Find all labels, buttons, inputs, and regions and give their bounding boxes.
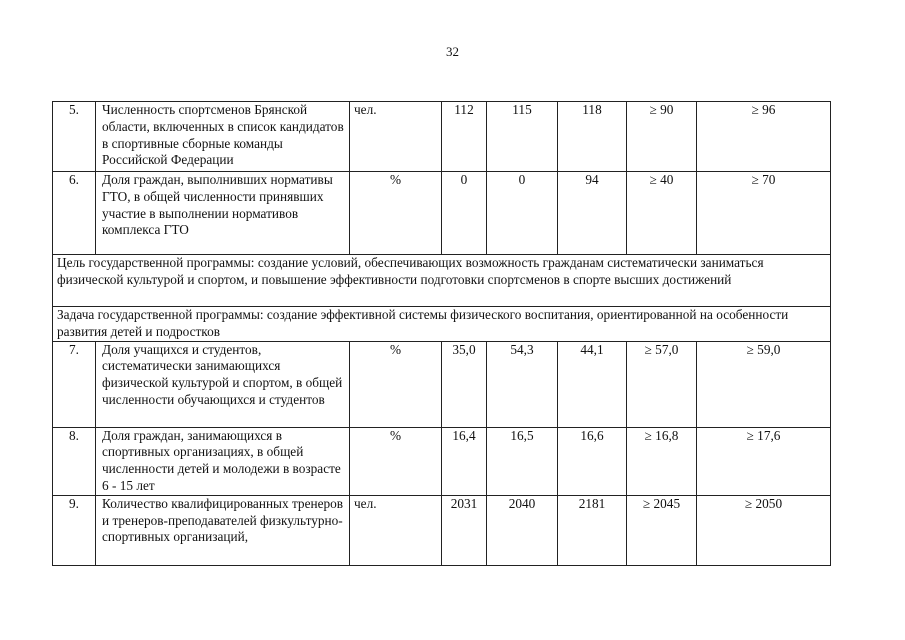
value-5: ≥ 70 bbox=[697, 172, 831, 255]
row-number: 7. bbox=[53, 341, 96, 427]
value-3: 118 bbox=[558, 102, 627, 172]
value-2: 0 bbox=[487, 172, 558, 255]
value-3: 2181 bbox=[558, 495, 627, 565]
value-5: ≥ 2050 bbox=[697, 495, 831, 565]
unit-cell: % bbox=[350, 427, 442, 495]
value-4: ≥ 40 bbox=[627, 172, 697, 255]
value-5: ≥ 17,6 bbox=[697, 427, 831, 495]
table-row bbox=[53, 341, 831, 427]
value-1: 0 bbox=[442, 172, 487, 255]
section-row bbox=[53, 255, 831, 307]
value-1: 35,0 bbox=[442, 341, 487, 427]
value-3: 44,1 bbox=[558, 341, 627, 427]
page-number: 32 bbox=[446, 44, 459, 59]
row-number: 9. bbox=[53, 495, 96, 565]
value-1: 16,4 bbox=[442, 427, 487, 495]
value-3: 94 bbox=[558, 172, 627, 255]
table-row bbox=[53, 427, 831, 495]
indicator-name: Количество квалифицированных тренеров и тренеров-преподавателей физкультурно-спортивных организаций, bbox=[96, 495, 350, 565]
row-number: 5. bbox=[53, 102, 96, 172]
section-text: Цель государственной программы: создание условий, обеспечивающих возможность гражданам систематически заниматься физической культурой и спортом, и повышение эффективности подготовки спортсменов в спорте высших достижений bbox=[53, 255, 831, 307]
table-row bbox=[53, 102, 831, 172]
unit-cell: % bbox=[350, 172, 442, 255]
indicators-table bbox=[52, 101, 831, 566]
unit-cell: % bbox=[350, 341, 442, 427]
indicator-name: Доля учащихся и студентов, систематически занимающихся физической культурой и спортом, в общей численности обучающихся и студентов bbox=[96, 341, 350, 427]
value-2: 2040 bbox=[487, 495, 558, 565]
value-2: 16,5 bbox=[487, 427, 558, 495]
value-2: 115 bbox=[487, 102, 558, 172]
indicator-name: Доля граждан, выполнивших нормативы ГТО, в общей численности принявших участие в выполнении нормативов комплекса ГТО bbox=[96, 172, 350, 255]
value-4: ≥ 57,0 bbox=[627, 341, 697, 427]
value-4: ≥ 2045 bbox=[627, 495, 697, 565]
section-row bbox=[53, 307, 831, 342]
value-4: ≥ 16,8 bbox=[627, 427, 697, 495]
value-5: ≥ 96 bbox=[697, 102, 831, 172]
table-row bbox=[53, 495, 831, 565]
indicator-name: Доля граждан, занимающихся в спортивных организациях, в общей численности детей и молодежи в возрасте 6 - 15 лет bbox=[96, 427, 350, 495]
value-1: 2031 bbox=[442, 495, 487, 565]
indicator-name: Численность спортсменов Брянской области, включенных в список кандидатов в спортивные сборные команды Российской Федерации bbox=[96, 102, 350, 172]
value-4: ≥ 90 bbox=[627, 102, 697, 172]
table-row bbox=[53, 172, 831, 255]
row-number: 8. bbox=[53, 427, 96, 495]
value-2: 54,3 bbox=[487, 341, 558, 427]
row-number: 6. bbox=[53, 172, 96, 255]
unit-cell: чел. bbox=[350, 495, 442, 565]
unit-cell: чел. bbox=[350, 102, 442, 172]
value-1: 112 bbox=[442, 102, 487, 172]
value-3: 16,6 bbox=[558, 427, 627, 495]
section-text: Задача государственной программы: создание эффективной системы физического воспитания, ориентированной на особенности развития детей и подростков bbox=[53, 307, 831, 342]
value-5: ≥ 59,0 bbox=[697, 341, 831, 427]
